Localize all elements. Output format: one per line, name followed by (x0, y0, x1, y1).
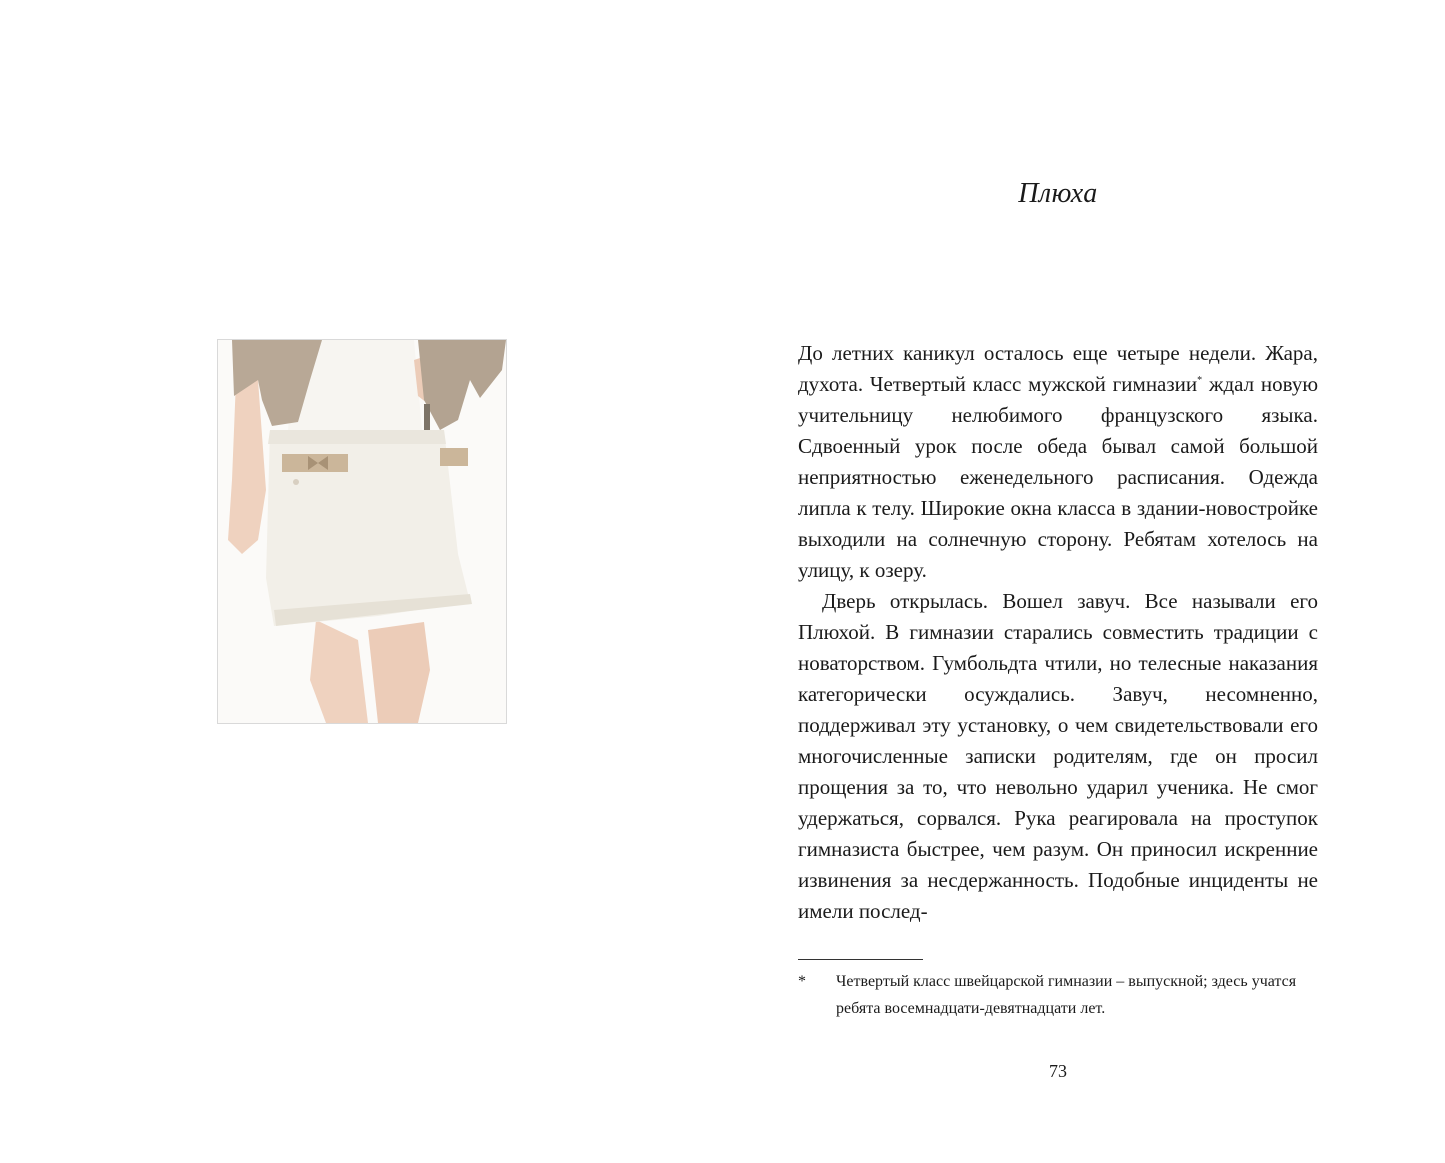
footnote-reference: * (1197, 375, 1203, 386)
footnote-marker: * (798, 973, 806, 990)
paragraph-1-text: До летних каникул осталось еще четыре недели. Жара, духота. Четвертый класс мужской гимназии (798, 341, 1318, 396)
page-number: 73 (1049, 1061, 1067, 1081)
chapter-title: Плюха (1018, 178, 1098, 209)
footnote (798, 968, 1318, 1022)
body-text (798, 338, 1318, 927)
footnote-text: Четвертый класс швейцарской гимназии – выпускной; здесь учатся ребята восемнадцати-девятнадцати лет. (836, 973, 1297, 1017)
footnote-rule (798, 959, 923, 960)
paragraph-1 (798, 338, 1318, 586)
paragraph-1-continuation: ждал новую учительницу нелюбимого французского языка. Сдвоенный урок после обеда бывал самой большой неприятностью еженедельного расписания. Одежда липла к телу. Широкие окна класса в здании-новостройке выходили на солнечную сторону. Ребятам хотелось на улицу, к озеру. (798, 372, 1319, 582)
fashion-photo-image (218, 340, 506, 723)
fashion-photo (217, 339, 507, 724)
paragraph-2: Дверь открылась. Вошел завуч. Все называли его Плюхой. В гимназии старались совместить традиции с новаторством. Гумбольдта чтили, но телесные наказания категорически осуждались. Завуч, несомненно, поддерживал эту установку, о чем свидетельствовали его многочисленные записки родителям, где он просил прощения за то, что невольно ударил ученика. Не смог удержаться, сорвался. Рука реагировала на проступок гимназиста быстрее, чем разум. Он приносил искренние извинения за несдержанность. Подобные инциденты не имели послед- (798, 589, 1318, 923)
